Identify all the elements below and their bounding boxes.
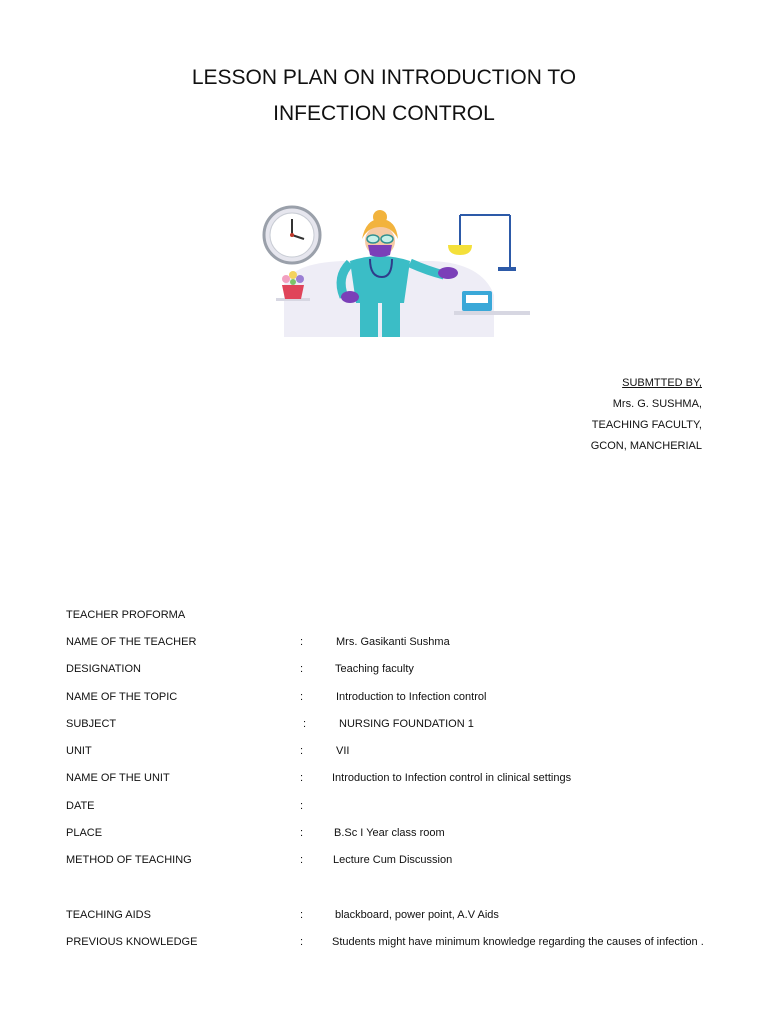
proforma-label: UNIT xyxy=(66,745,92,757)
medical-box-icon xyxy=(454,291,530,315)
iv-stand-icon xyxy=(448,215,516,271)
proforma-value: blackboard, power point, A.V Aids xyxy=(335,909,499,921)
proforma-value: B.Sc I Year class room xyxy=(334,827,445,839)
nurse-illustration-icon xyxy=(232,205,536,337)
proforma-label: DESIGNATION xyxy=(66,663,141,675)
submitter-name: Mrs. G. SUSHMA, xyxy=(612,398,702,410)
proforma-value: Students might have minimum knowledge regarding the causes of infection . xyxy=(332,936,704,948)
proforma-colon: : xyxy=(300,636,304,648)
proforma-label: NAME OF THE TEACHER xyxy=(66,636,197,648)
proforma-value: NURSING FOUNDATION 1 xyxy=(339,718,474,730)
proforma-colon: : xyxy=(300,800,304,812)
page-title-line-1: LESSON PLAN ON INTRODUCTION TO xyxy=(191,66,577,89)
proforma-row xyxy=(0,663,768,679)
submitter-institution: GCON, MANCHERIAL xyxy=(590,440,702,452)
proforma-colon: : xyxy=(300,663,304,675)
proforma-colon: : xyxy=(300,909,304,921)
proforma-value: Introduction to Infection control xyxy=(336,691,487,703)
proforma-row xyxy=(0,691,768,707)
proforma-row xyxy=(0,800,768,816)
proforma-row xyxy=(0,718,768,734)
proforma-value: Mrs. Gasikanti Sushma xyxy=(336,636,450,648)
clock-icon xyxy=(264,207,320,263)
proforma-colon: : xyxy=(300,745,304,757)
proforma-row xyxy=(0,909,768,925)
proforma-label: METHOD OF TEACHING xyxy=(66,854,192,866)
submitter-role: TEACHING FACULTY, xyxy=(591,419,702,431)
proforma-row xyxy=(0,854,768,870)
proforma-label: NAME OF THE UNIT xyxy=(66,772,170,784)
proforma-row xyxy=(0,636,768,652)
proforma-colon: : xyxy=(300,854,304,866)
proforma-row xyxy=(0,827,768,843)
proforma-value: Lecture Cum Discussion xyxy=(333,854,453,866)
proforma-colon: : xyxy=(300,936,304,948)
page-title-line-2: INFECTION CONTROL xyxy=(273,102,495,125)
proforma-label: TEACHING AIDS xyxy=(66,909,151,921)
proforma-row xyxy=(0,772,768,788)
proforma-label: SUBJECT xyxy=(66,718,117,730)
proforma-value: Teaching faculty xyxy=(335,663,414,675)
proforma-value: VII xyxy=(336,745,350,757)
proforma-label: PREVIOUS KNOWLEDGE xyxy=(66,936,198,948)
proforma-row xyxy=(0,745,768,761)
proforma-colon: : xyxy=(303,718,307,730)
proforma-label: NAME OF THE TOPIC xyxy=(66,691,178,703)
proforma-heading: TEACHER PROFORMA xyxy=(66,609,186,621)
proforma-colon: : xyxy=(300,827,304,839)
submitted-by-heading: SUBMTTED BY, xyxy=(622,377,702,389)
proforma-row xyxy=(0,936,768,952)
proforma-label: PLACE xyxy=(66,827,103,839)
proforma-label: DATE xyxy=(66,800,95,812)
proforma-colon: : xyxy=(300,772,304,784)
proforma-value: Introduction to Infection control in clinical settings xyxy=(332,772,572,784)
proforma-colon: : xyxy=(300,691,304,703)
